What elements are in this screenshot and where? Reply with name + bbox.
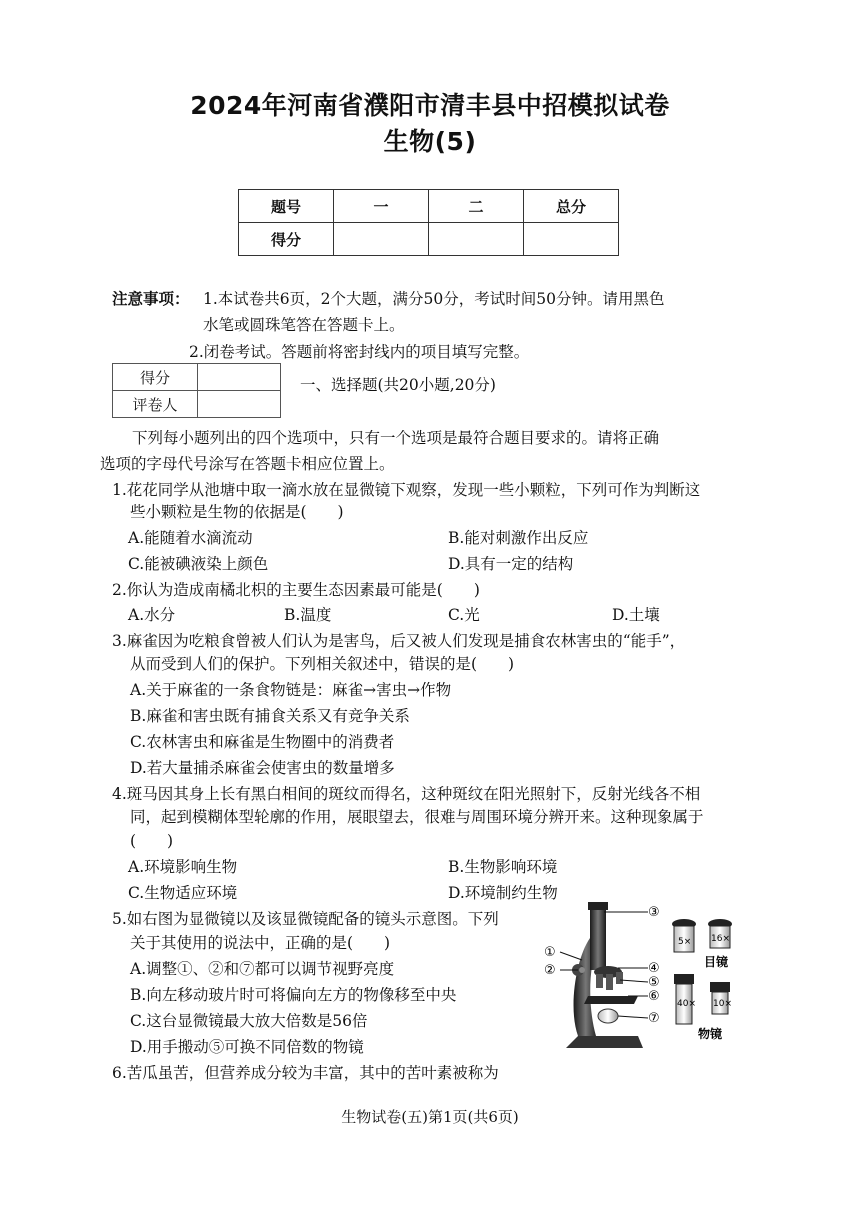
q5-option-b: B.向左移动玻片时可将偏向左方的物像移至中央 <box>130 986 457 1004</box>
notice-item1-a: 1.本试卷共6页，2个大题，满分50分，考试时间50分钟。请用黑色 <box>203 290 665 308</box>
score-header-part2: 二 <box>429 190 524 223</box>
q3-option-a: A.关于麻雀的一条食物链是：麻雀→害虫→作物 <box>130 681 452 699</box>
lens-40x-label: 40× <box>677 999 696 1009</box>
score-table <box>238 189 619 256</box>
exam-subtitle: 生物(5) <box>383 127 477 156</box>
score-cell-part2 <box>429 223 524 256</box>
section1-title: 一、选择题(共20小题,20分) <box>300 376 496 394</box>
grader-score-label: 得分 <box>113 364 198 391</box>
q5-option-c: C.这台显微镜最大放大倍数是56倍 <box>130 1012 368 1030</box>
section1-instructions-a: 下列每小题列出的四个选项中，只有一个选项是最符合题目要求的。请将正确 <box>132 429 660 447</box>
notice-item2: 2.闭卷考试。答题前将密封线内的项目填写完整。 <box>189 343 530 361</box>
score-row-label: 得分 <box>239 223 334 256</box>
q4-stem-b: 同，起到模糊体型轮廓的作用，展眼望去，很难与周围环境分辨开来。这种现象属于 <box>130 808 704 826</box>
figure-label-7: ⑦ <box>648 1011 660 1026</box>
q4-option-c: C.生物适应环境 <box>128 884 238 902</box>
objective-40x <box>674 974 696 1024</box>
figure-label-5: ⑤ <box>648 975 660 990</box>
q5-option-a: A.调整①、②和⑦都可以调节视野亮度 <box>130 960 395 978</box>
q3-option-b: B.麻雀和害虫既有捕食关系又有竞争关系 <box>130 707 410 725</box>
microscope-base <box>566 1036 643 1048</box>
q4-option-b: B.生物影响环境 <box>448 858 558 876</box>
lens-5x-label: 5× <box>678 937 692 947</box>
exam-title: 2024年河南省濮阳市清丰县中招模拟试卷 <box>190 91 670 120</box>
objective-10x <box>710 982 732 1014</box>
q5-option-d: D.用手搬动⑤可换不同倍数的物镜 <box>130 1038 364 1056</box>
objective-caption: 物镜 <box>698 1027 723 1041</box>
q1-option-a: A.能随着水滴流动 <box>128 529 253 547</box>
microscope-figure <box>538 898 738 1068</box>
q1-option-b: B.能对刺激作出反应 <box>448 529 589 547</box>
figure-label-3: ③ <box>648 905 660 920</box>
notice-label: 注意事项： <box>112 290 190 308</box>
lens-10x-label: 10× <box>713 999 732 1009</box>
lens-16x-label: 16× <box>711 934 730 944</box>
eyepiece-16x <box>708 919 732 948</box>
grader-name-label: 评卷人 <box>113 391 198 418</box>
q3-option-c: C.农林害虫和麻雀是生物圈中的消费者 <box>130 733 395 751</box>
q4-stem-c: ( ) <box>130 832 174 850</box>
score-header-number: 题号 <box>239 190 334 223</box>
figure-label-4: ④ <box>648 961 660 976</box>
q3-option-d: D.若大量捕杀麻雀会使害虫的数量增多 <box>130 759 395 777</box>
q2-option-d: D.土壤 <box>612 606 660 624</box>
score-header-total: 总分 <box>524 190 619 223</box>
score-cell-part1 <box>334 223 429 256</box>
microscope-mirror <box>598 1009 618 1023</box>
q6-stem-a: 6.苦瓜虽苦，但营养成分较为丰富，其中的苦叶素被称为 <box>112 1064 499 1082</box>
figure-label-2: ② <box>544 963 556 978</box>
microscope-tube <box>590 906 606 970</box>
q1-stem-a: 1.花花同学从池塘中取一滴水放在显微镜下观察，发现一些小颗粒，下列可作为判断这 <box>112 481 701 499</box>
score-cell-total <box>524 223 619 256</box>
q4-option-a: A.环境影响生物 <box>128 858 238 876</box>
eyepiece-caption: 目镜 <box>704 955 729 969</box>
q2-stem: 2.你认为造成南橘北枳的主要生态因素最可能是( ) <box>112 581 480 599</box>
q1-stem-b: 些小颗粒是生物的依据是( ) <box>130 503 344 521</box>
q5-stem-b: 关于其使用的说法中，正确的是( ) <box>130 934 391 952</box>
score-header-part1: 一 <box>334 190 429 223</box>
q2-option-a: A.水分 <box>128 606 176 624</box>
q2-option-b: B.温度 <box>284 606 332 624</box>
notice-item1-b: 水笔或圆珠笔答在答题卡上。 <box>203 316 405 334</box>
grader-name-cell <box>198 391 281 418</box>
q4-stem-a: 4.斑马因其身上长有黑白相间的斑纹而得名，这种斑纹在阳光照射下，反射光线各不相 <box>112 785 701 803</box>
q5-stem-a: 5.如右图为显微镜以及该显微镜配备的镜头示意图。下列 <box>112 910 499 928</box>
q2-option-c: C.光 <box>448 606 480 624</box>
grader-score-cell <box>198 364 281 391</box>
grader-box <box>112 363 281 418</box>
q1-option-d: D.具有一定的结构 <box>448 555 574 573</box>
figure-label-6: ⑥ <box>648 989 660 1004</box>
section1-instructions-b: 选项的字母代号涂写在答题卡相应位置上。 <box>100 455 395 473</box>
figure-label-1: ① <box>544 945 556 960</box>
score-table-header-row <box>239 190 619 223</box>
q3-stem-a: 3.麻雀因为吃粮食曾被人们认为是害鸟，后又被人们发现是捕食农林害虫的“能手”， <box>112 632 686 650</box>
eyepiece-5x <box>672 919 696 952</box>
score-table-score-row <box>239 223 619 256</box>
microscope-stage <box>584 996 638 1004</box>
q3-stem-b: 从而受到人们的保护。下列相关叙述中，错误的是( ) <box>130 655 515 673</box>
q4-option-d: D.环境制约生物 <box>448 884 558 902</box>
q1-option-c: C.能被碘液染上颜色 <box>128 555 269 573</box>
page-footer: 生物试卷(五)第1页(共6页) <box>341 1108 519 1126</box>
